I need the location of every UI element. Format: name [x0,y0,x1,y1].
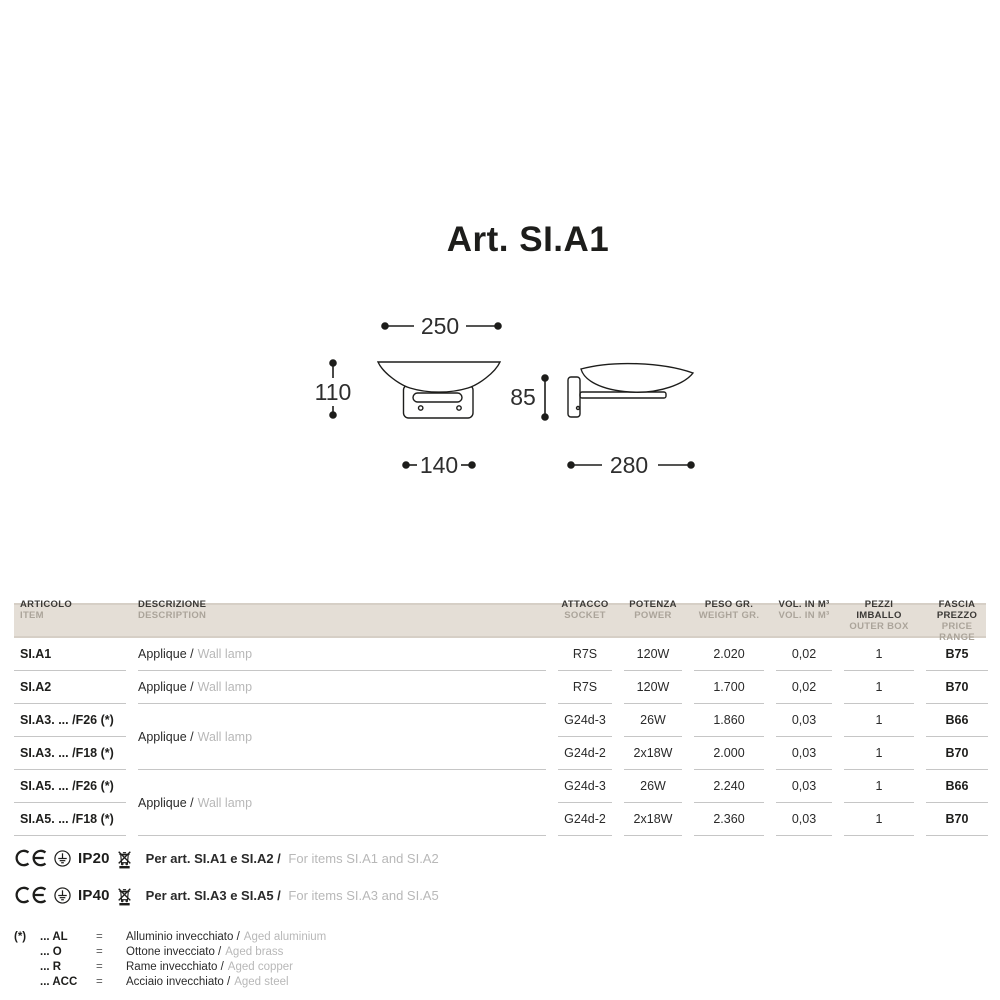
price-cell: B75 [926,638,988,671]
front-screw-right [457,406,461,410]
socket-cell: G24d-3 [558,770,612,803]
footnote-marker: (*) [14,930,27,943]
footnote-line: (*) ... AL = Alluminio invecchiato / Aged aluminium [14,930,327,943]
socket-cell: R7S [558,671,612,704]
weight-cell: 1.860 [694,704,764,737]
protective-earth-icon [54,887,71,904]
price-cell: B66 [926,704,988,737]
dim-label-250: 250 [420,313,460,339]
power-cell: 120W [624,671,682,704]
power-cell: 2x18W [624,803,682,836]
volume-cell: 0,02 [776,671,832,704]
pieces-cell: 1 [844,704,914,737]
certification-note: Per art. SI.A1 e SI.A2 / For items SI.A1 and SI.A2 [145,850,439,866]
dim-label-85: 85 [510,384,536,410]
col-header-potenza: POTENZA POWER [629,598,677,621]
price-cell: B70 [926,803,988,836]
side-dish [581,364,693,393]
socket-cell: R7S [558,638,612,671]
certification-note: Per art. SI.A3 e SI.A5 / For items SI.A3 and SI.A5 [145,887,439,903]
col-header-fascia: FASCIA PREZZO PRICE RANGE [936,598,978,643]
footnote-line: ... O = Ottone invecciato / Aged brass [40,945,284,958]
ip-rating: IP40 [78,886,110,904]
power-cell: 2x18W [624,737,682,770]
dim-label-280: 280 [609,452,649,478]
table-body [14,638,986,836]
side-arm [580,392,666,398]
pieces-cell: 1 [844,737,914,770]
weight-cell: 2.000 [694,737,764,770]
material-footnotes [14,929,326,989]
table-header-row [14,598,986,643]
volume-cell: 0,03 [776,770,832,803]
front-screw-left [419,406,423,410]
table-row-item: SI.A3. ... /F26 (*) [14,704,126,737]
front-dish [378,362,500,392]
volume-cell: 0,02 [776,638,832,671]
weee-bin-icon [117,848,132,869]
price-cell: B66 [926,770,988,803]
table-row-item: SI.A5. ... /F18 (*) [14,803,126,836]
table-row-item: SI.A5. ... /F26 (*) [14,770,126,803]
socket-cell: G24d-2 [558,803,612,836]
table-row-item: SI.A2 [14,671,126,704]
power-cell: 120W [624,638,682,671]
weee-bin-icon [117,885,132,906]
protective-earth-icon [54,850,71,867]
col-header-articolo: ARTICOLO ITEM [20,598,73,621]
wall-lamp-drawing [300,295,720,495]
table-row-item: SI.A3. ... /F18 (*) [14,737,126,770]
volume-cell: 0,03 [776,803,832,836]
ce-mark-icon [14,849,48,867]
col-header-descrizione: DESCRIZIONE DESCRIPTION [138,598,207,621]
socket-cell: G24d-3 [558,704,612,737]
description-cell: Applique / Wall lamp [138,671,546,704]
footnote-line: ... ACC = Acciaio invecchiato / Aged steel [40,975,289,988]
technical-drawing [300,295,720,495]
footnote-line: ... R = Rame invecchiato / Aged copper [40,960,294,973]
description-cell-merged: Applique / Wall lamp [138,770,546,836]
side-wall-plate [568,377,580,417]
col-header-pezzi: PEZZI IMBALLO OUTER BOX [849,598,909,632]
socket-cell: G24d-2 [558,737,612,770]
ce-mark-icon [14,886,48,904]
certification-line [14,880,439,910]
pieces-cell: 1 [844,803,914,836]
page-title: Art. SI.A1 [446,220,610,259]
weight-cell: 2.360 [694,803,764,836]
front-slot [413,393,462,402]
power-cell: 26W [624,704,682,737]
weight-cell: 1.700 [694,671,764,704]
weight-cell: 2.240 [694,770,764,803]
pieces-cell: 1 [844,638,914,671]
price-cell: B70 [926,671,988,704]
description-cell-merged: Applique / Wall lamp [138,704,546,770]
ip-rating: IP20 [78,849,110,867]
volume-cell: 0,03 [776,737,832,770]
col-header-attacco: ATTACCO SOCKET [561,598,609,621]
dim-label-140: 140 [419,452,459,478]
col-header-peso: PESO GR. WEIGHT GR. [698,598,760,621]
dim-label-110: 110 [314,379,352,405]
side-screw [577,407,580,410]
certifications [14,843,439,917]
volume-cell: 0,03 [776,704,832,737]
table-row-item: SI.A1 [14,638,126,671]
spec-table [14,598,986,836]
certification-line [14,843,439,873]
price-cell: B70 [926,737,988,770]
description-cell: Applique / Wall lamp [138,638,546,671]
power-cell: 26W [624,770,682,803]
col-header-vol: VOL. IN M³ VOL. IN M³ [778,598,830,621]
pieces-cell: 1 [844,671,914,704]
weight-cell: 2.020 [694,638,764,671]
pieces-cell: 1 [844,770,914,803]
